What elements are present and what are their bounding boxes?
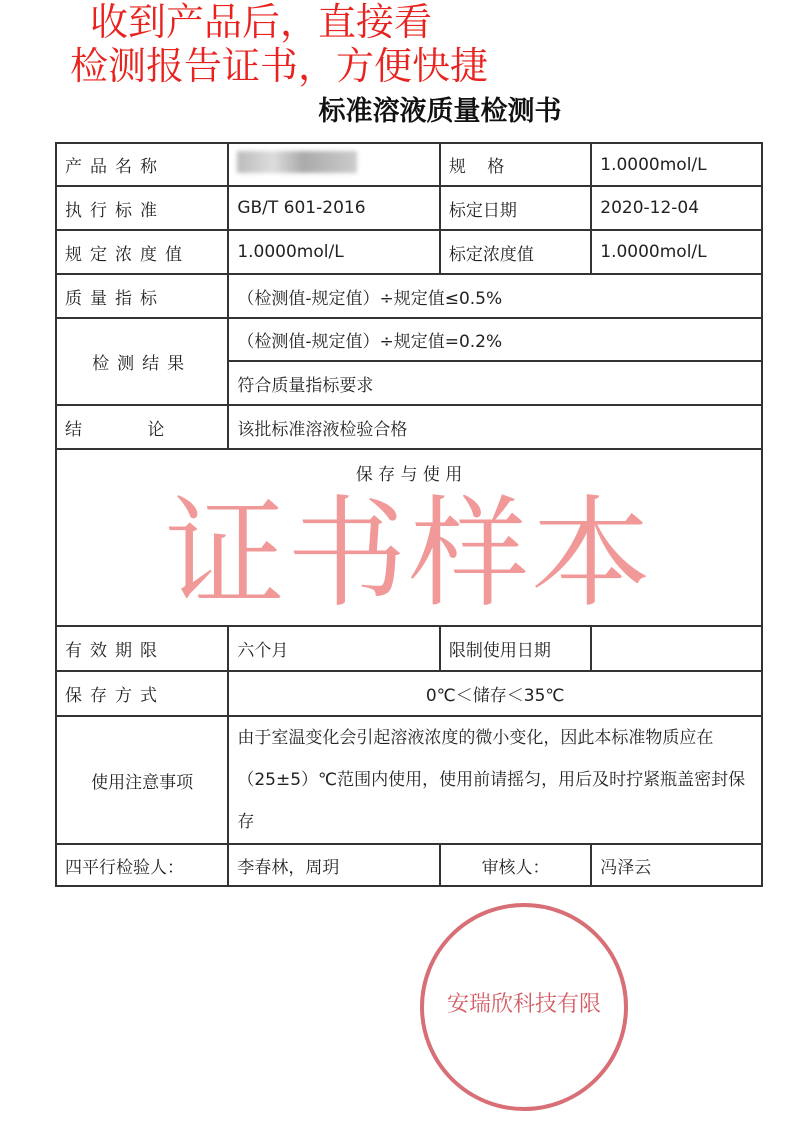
limit-date-label: 限制使用日期 bbox=[440, 626, 591, 671]
nominal-value: 1.0000mol/L bbox=[228, 230, 440, 274]
nominal-label: 规定浓度值 bbox=[56, 230, 228, 274]
validity-value: 六个月 bbox=[228, 626, 440, 671]
inspector-label: 四平行检验人： bbox=[56, 844, 228, 886]
cal-date-value: 2020-12-04 bbox=[591, 186, 762, 230]
certificate-table bbox=[55, 142, 763, 887]
reviewer-value: 冯泽云 bbox=[591, 844, 762, 886]
seal-text: 安瑞欣科技有限 bbox=[446, 992, 601, 1017]
table-row bbox=[56, 449, 762, 626]
table-row bbox=[56, 230, 762, 274]
validity-label: 有效期限 bbox=[56, 626, 228, 671]
table-row bbox=[56, 671, 762, 716]
standard-value: GB/T 601-2016 bbox=[228, 186, 440, 230]
table-row bbox=[56, 844, 762, 886]
result-value-2: 符合质量指标要求 bbox=[228, 361, 762, 405]
result-value-1: （检测值-规定值）÷规定值=0.2% bbox=[228, 318, 762, 361]
notes-label: 使用注意事项 bbox=[56, 716, 228, 844]
spec-label: 规 格 bbox=[440, 143, 591, 186]
table-row bbox=[56, 274, 762, 318]
table-row bbox=[56, 626, 762, 671]
notes-value: 由于室温变化会引起溶液浓度的微小变化，因此本标准物质应在（25±5）℃范围内使用，使用前请摇匀，用后及时拧紧瓶盖密封保存 bbox=[228, 716, 762, 844]
conclusion-label: 结 论 bbox=[56, 405, 228, 449]
company-seal bbox=[420, 903, 628, 1111]
table-row bbox=[56, 716, 762, 844]
quality-value: （检测值-规定值）÷规定值≤0.5% bbox=[228, 274, 762, 318]
quality-label: 质量指标 bbox=[56, 274, 228, 318]
storage-label: 保存方式 bbox=[56, 671, 228, 716]
reviewer-label: 审核人： bbox=[440, 844, 591, 886]
table-row bbox=[56, 318, 762, 361]
cal-conc-value: 1.0000mol/L bbox=[591, 230, 762, 274]
storage-use-header: 保 存 与 使 用 bbox=[355, 465, 463, 485]
storage-use-cell bbox=[56, 449, 762, 626]
result-label: 检测结果 bbox=[56, 318, 228, 405]
table-row bbox=[56, 405, 762, 449]
limit-date-value bbox=[591, 626, 762, 671]
inspector-value: 李春林，周玥 bbox=[228, 844, 440, 886]
standard-label: 执行标准 bbox=[56, 186, 228, 230]
promo-banner-line2: 检测报告证书，方便快捷 bbox=[70, 44, 489, 88]
blurred-product-name bbox=[237, 151, 357, 173]
product-name-label: 产品名称 bbox=[56, 143, 228, 186]
conclusion-value: 该批标准溶液检验合格 bbox=[228, 405, 762, 449]
sample-watermark: 证书样本 bbox=[165, 485, 653, 624]
cal-conc-label: 标定浓度值 bbox=[440, 230, 591, 274]
table-row bbox=[56, 143, 762, 186]
cal-date-label: 标定日期 bbox=[440, 186, 591, 230]
document-title: 标准溶液质量检测书 bbox=[318, 96, 562, 127]
product-name-value bbox=[228, 143, 440, 186]
spec-value: 1.0000mol/L bbox=[591, 143, 762, 186]
table-row bbox=[56, 186, 762, 230]
promo-banner-line1: 收到产品后，直接看 bbox=[90, 0, 433, 44]
storage-value: 0℃＜储存＜35℃ bbox=[228, 671, 762, 716]
